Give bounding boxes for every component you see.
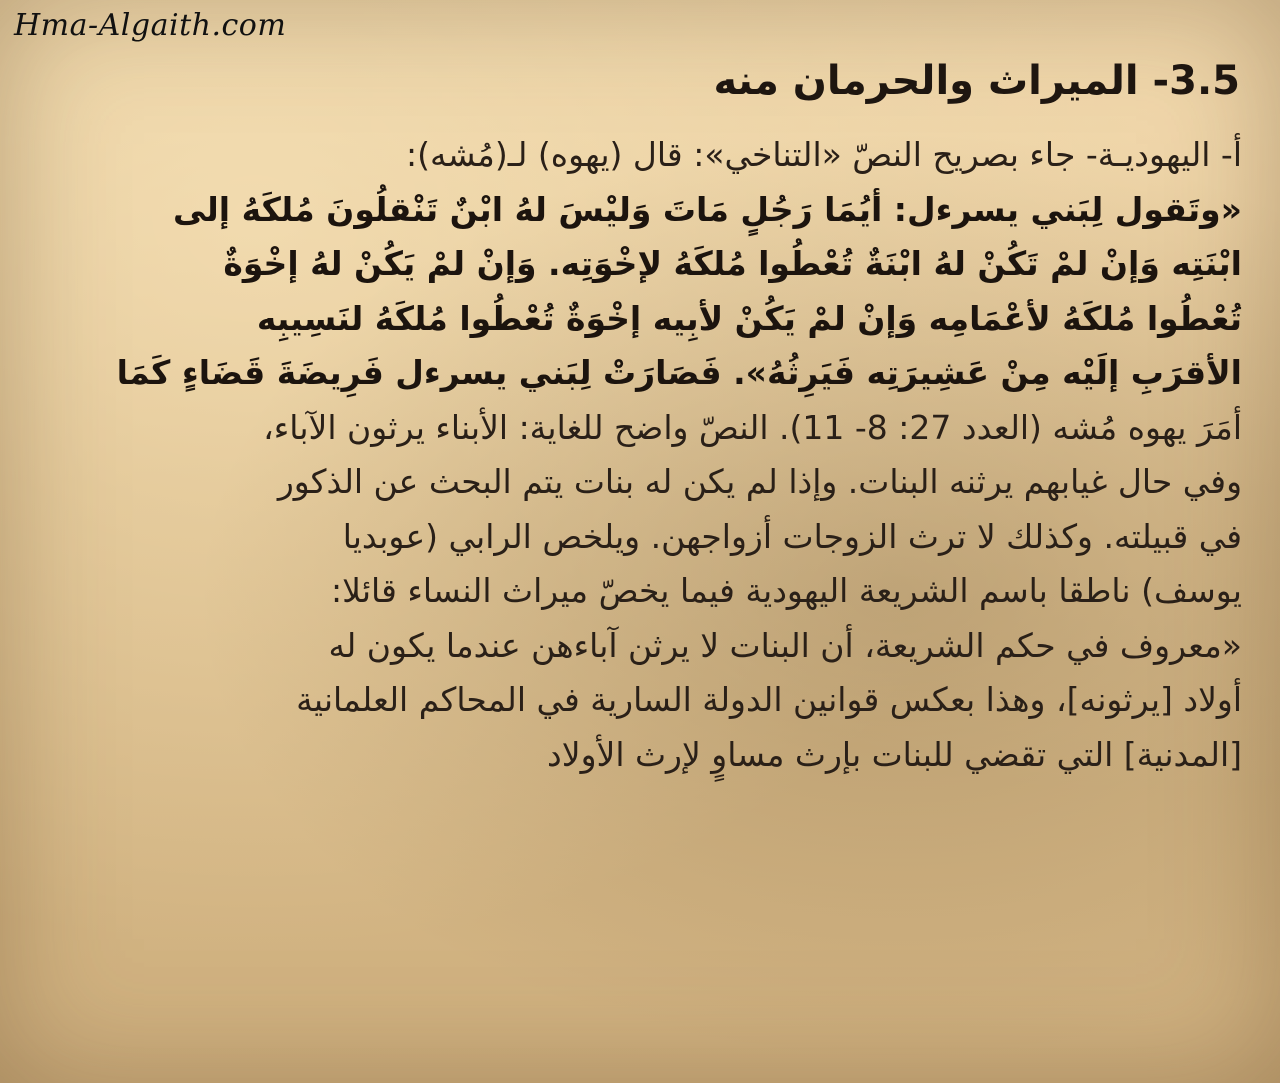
- text-line: أولاد [يرثونه]، وهذا بعكس قوانين الدولة السارية في المحاكم العلمانية: [296, 680, 1242, 719]
- site-watermark: Hma-Algaith.com: [14, 8, 287, 43]
- text-line: أ- اليهوديـة- جاء بصريح النصّ «التناخي»: قال (يهوه) لـ(مُشه):: [406, 135, 1242, 174]
- body-text: [38, 128, 1242, 782]
- text-line: يوسف) ناطقا باسم الشريعة اليهودية فيما يخصّ ميراث النساء قائلا:: [331, 571, 1242, 610]
- text-line: [المدنية] التي تقضي للبنات بإرث مساوٍ لإرث الأولاد: [547, 734, 1242, 774]
- text-line: تُعْطُوا مُلكَهُ لأعْمَامِه وَإنْ لمْ يَكُنْ لأبِيه إخْوَةٌ تُعْطُوا مُلكَهُ لنَسِيبِه: [256, 298, 1242, 338]
- text-line: الأقرَبِ إلَيْه مِنْ عَشِيرَتِه فَيَرِثُهُ». فَصَارَتْ لِبَني يسرءل فَرِيضَةَ قَضَاءٍ كَمَا: [116, 353, 1242, 392]
- text-line: في قبيلته. وكذلك لا ترث الزوجات أزواجهن. ويلخص الرابي (عوبديا: [342, 516, 1242, 556]
- text-line: أمَرَ يهوه مُشه (العدد 27: 8- 11). النصّ واضح للغاية: الأبناء يرثون الآباء،: [263, 407, 1242, 447]
- text-line: «معروف في حكم الشريعة، أن البنات لا يرثن آباءهن عندما يكون له: [328, 625, 1242, 665]
- text-line: ابْنَتِه وَإنْ لمْ تَكُنْ لهُ ابْنَةٌ تُعْطُوا مُلكَهُ لإخْوَتِه. وَإنْ لمْ يَكُنْ لهُ إخْوَةٌ: [223, 244, 1242, 283]
- section-heading: 3.5- الميراث والحرمان منه: [713, 58, 1240, 104]
- text-line: «وتَقول لِبَني يسرءل: أيُمَا رَجُلٍ مَاتَ وَليْسَ لهُ ابْنٌ تَنْقلُونَ مُلكَهُ إلى: [173, 189, 1242, 229]
- text-line: وفي حال غيابهم يرثنه البنات. وإذا لم يكن له بنات يتم البحث عن الذكور: [277, 462, 1242, 501]
